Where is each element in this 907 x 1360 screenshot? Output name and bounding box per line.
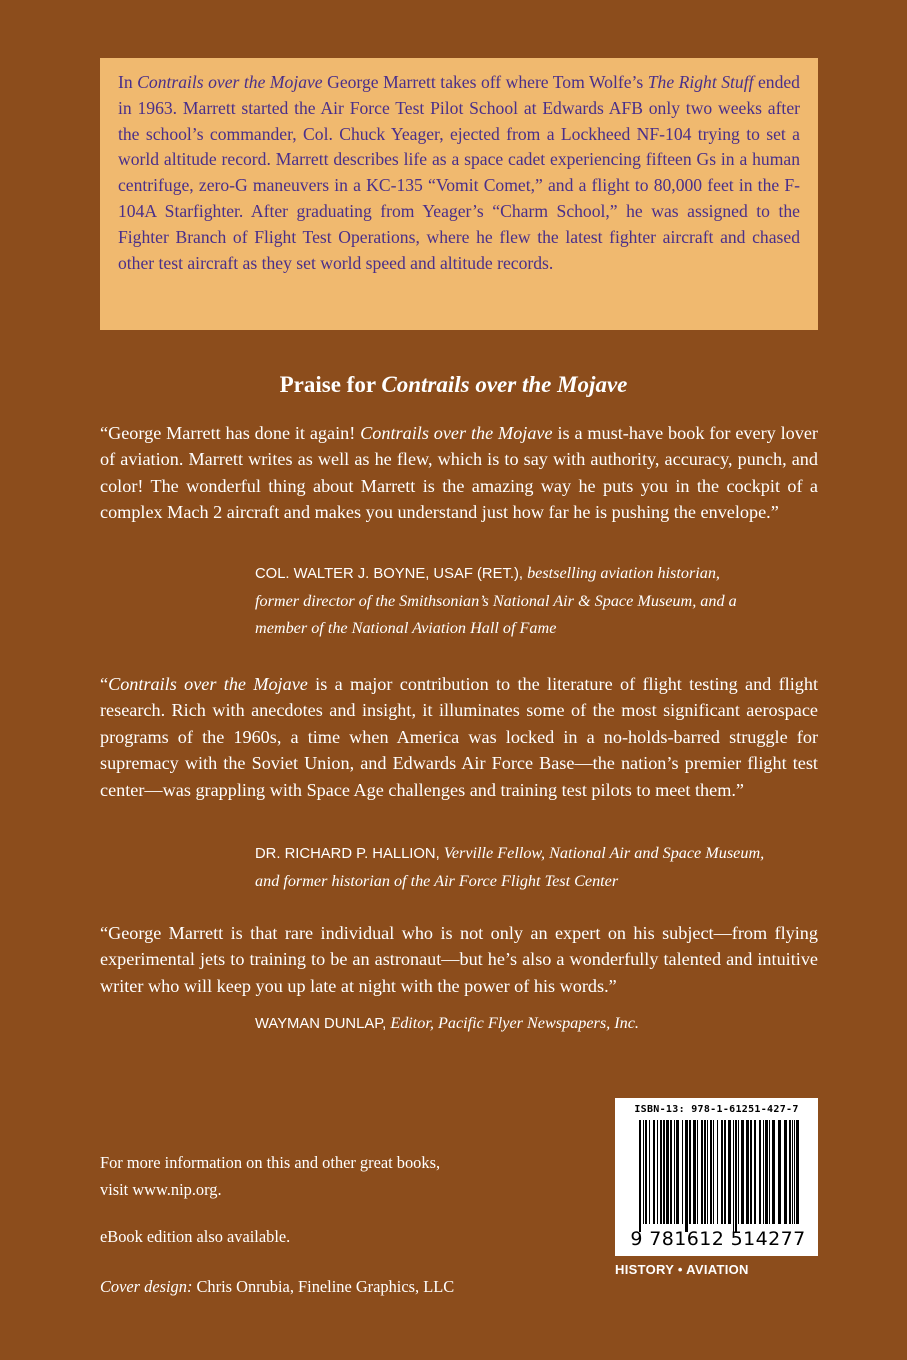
barcode-bar — [792, 1120, 793, 1224]
barcode-bar — [710, 1120, 712, 1224]
praise-heading-title: Contrails over the Mojave — [381, 372, 628, 397]
barcode-bar — [674, 1120, 675, 1224]
cover-design-credit — [100, 1273, 454, 1300]
barcode-bar — [657, 1120, 658, 1224]
barcode-bar — [639, 1120, 641, 1232]
isbn-barcode — [615, 1098, 818, 1256]
barcode-bar — [643, 1120, 644, 1224]
barcode-bar — [724, 1120, 726, 1224]
barcode-bar — [707, 1120, 708, 1224]
category-label: HISTORY • AVIATION — [615, 1262, 749, 1277]
attribution-hallion-name: DR. RICHARD P. HALLION, — [255, 846, 440, 862]
barcode-bar — [754, 1120, 756, 1224]
barcode-bars — [639, 1120, 799, 1238]
attribution-hallion-role-1: Verville Fellow, National Air and Space Museum, — [443, 844, 765, 862]
quote-boyne-title: Contrails over the Mojave — [360, 423, 553, 443]
quote-hallion — [100, 671, 818, 803]
praise-heading — [0, 372, 907, 398]
summary-book-title: Contrails over the Mojave — [137, 72, 323, 92]
barcode-bar — [645, 1120, 647, 1224]
quote-boyne-text-b: is a must-have book for every lover of aviation. Marrett writes as well as he flew, which is to say with authority, accuracy, punch, and color! The wonderful thing about Marrett is the amazing way he puts you in the cockpit of a complex Mach 2 aircraft and makes you understand just how far he is pushing the envelope.” — [100, 423, 818, 523]
summary-wolfe-title: The Right Stuff — [647, 72, 754, 92]
barcode-bar — [682, 1120, 683, 1224]
barcode-bar — [763, 1120, 764, 1224]
barcode-bar — [746, 1120, 749, 1224]
attribution-dunlap-role: Editor, Pacific Flyer Newspapers, Inc. — [390, 1014, 639, 1032]
barcode-bar — [789, 1120, 791, 1224]
barcode-bar — [735, 1120, 737, 1232]
barcode-bar — [769, 1120, 770, 1224]
summary-text-mid: George Marrett takes off where Tom Wolfe’s — [322, 72, 648, 92]
cover-design-name: Chris Onrubia, Fineline Graphics, LLC — [192, 1277, 455, 1296]
barcode-bar — [772, 1120, 775, 1224]
summary-text-start: In — [118, 72, 138, 92]
barcode-bar — [717, 1120, 718, 1224]
barcode-bar — [663, 1120, 665, 1224]
barcode-bar — [750, 1120, 752, 1224]
quote-boyne — [100, 420, 818, 526]
barcode-bar — [670, 1120, 672, 1224]
attribution-boyne-role-2: former director of the Smithsonian’s National Air & Space Museum, and a — [255, 592, 737, 610]
summary-box — [100, 58, 818, 330]
barcode-bar — [728, 1120, 731, 1224]
quote-dunlap-text: “George Marrett is that rare individual who is not only an expert on his subject—from flying experimental jets to training to be an astronaut—but he’s also a wonderfully talented and intuitive writer who will keep you up late at night with the power of his words.” — [100, 923, 818, 996]
barcode-bar — [685, 1120, 688, 1232]
barcode-bar — [704, 1120, 706, 1224]
barcode-bar — [666, 1120, 669, 1224]
barcode-bar — [713, 1120, 714, 1224]
barcode-bar — [784, 1120, 787, 1224]
barcode-bar — [741, 1120, 744, 1224]
barcode-bar — [649, 1120, 650, 1224]
more-info-line-2: visit www.nip.org. — [100, 1180, 222, 1199]
barcode-bar — [765, 1120, 768, 1224]
barcode-bar — [701, 1120, 703, 1224]
quote-boyne-text-a: “George Marrett has done it again! — [100, 423, 361, 443]
attribution-dunlap — [255, 1010, 639, 1038]
barcode-digits: 9 781612 514277 — [630, 1228, 806, 1250]
praise-heading-prefix: Praise for — [279, 372, 382, 397]
attribution-dunlap-name: WAYMAN DUNLAP, — [255, 1016, 387, 1032]
barcode-bar — [794, 1120, 795, 1224]
barcode-bar — [759, 1120, 761, 1224]
barcode-bar — [689, 1120, 691, 1224]
attribution-boyne-role-3: member of the National Aviation Hall of Fame — [255, 619, 557, 637]
barcode-bar — [738, 1120, 739, 1224]
attribution-boyne-name: COL. WALTER J. BOYNE, USAF (RET.), — [255, 566, 524, 582]
quote-hallion-text-a: “ — [100, 674, 109, 694]
attribution-boyne — [255, 560, 737, 642]
barcode-bar — [676, 1120, 679, 1224]
attribution-hallion-role-2: and former historian of the Air Force Flight Test Center — [255, 872, 619, 890]
barcode-bar — [653, 1120, 655, 1224]
attribution-hallion — [255, 840, 764, 895]
barcode-bar — [693, 1120, 696, 1224]
quote-hallion-title: Contrails over the Mojave — [108, 674, 308, 694]
quote-dunlap — [100, 920, 818, 999]
barcode-bar — [697, 1120, 698, 1224]
more-info — [100, 1149, 440, 1203]
barcode-bar — [778, 1120, 781, 1224]
barcode-bar — [721, 1120, 723, 1224]
summary-text-end: ended in 1963. Marrett started the Air Force Test Pilot School at Edwards AFB only two weeks after the school’s commander, Col. Chuck Yeager, ejected from a Lockheed NF-104 trying to set a world altitude record. Marrett describes life as a space cadet experiencing fifteen Gs in a human centrifuge, zero-G maneuvers in a KC-135 “Vomit Comet,” and a flight to 80,000 feet in the F-104A Starfighter. After graduating from Yeager’s “Charm School,” he was assigned to the Fighter Branch of Flight Test Operations, where he flew the latest fighter aircraft and chased other test aircraft as they set world speed and altitude records. — [118, 72, 800, 273]
more-info-line-1: For more information on this and other great books, — [100, 1153, 441, 1172]
quote-hallion-text-b: is a major contribution to the literature of flight testing and flight research. Rich with anecdotes and insight, it illuminates some of the most significant aerospace programs of the 1960s, a time when America was locked in a no-holds-barred struggle for supremacy with the Soviet Union, and Edwards Air Force Base—the nation’s premier flight test center—was grappling with Space Age challenges and training test pilots to meet them.” — [100, 674, 818, 800]
attribution-boyne-role-1: bestselling aviation historian, — [527, 564, 720, 582]
barcode-bar — [796, 1120, 799, 1224]
ebook-note: eBook edition also available. — [100, 1227, 291, 1246]
barcode-bar — [660, 1120, 662, 1224]
barcode-bar — [733, 1120, 734, 1232]
cover-design-label: Cover design: — [100, 1277, 193, 1296]
isbn-label: ISBN-13: 978-1-61251-427-7 — [634, 1104, 799, 1115]
